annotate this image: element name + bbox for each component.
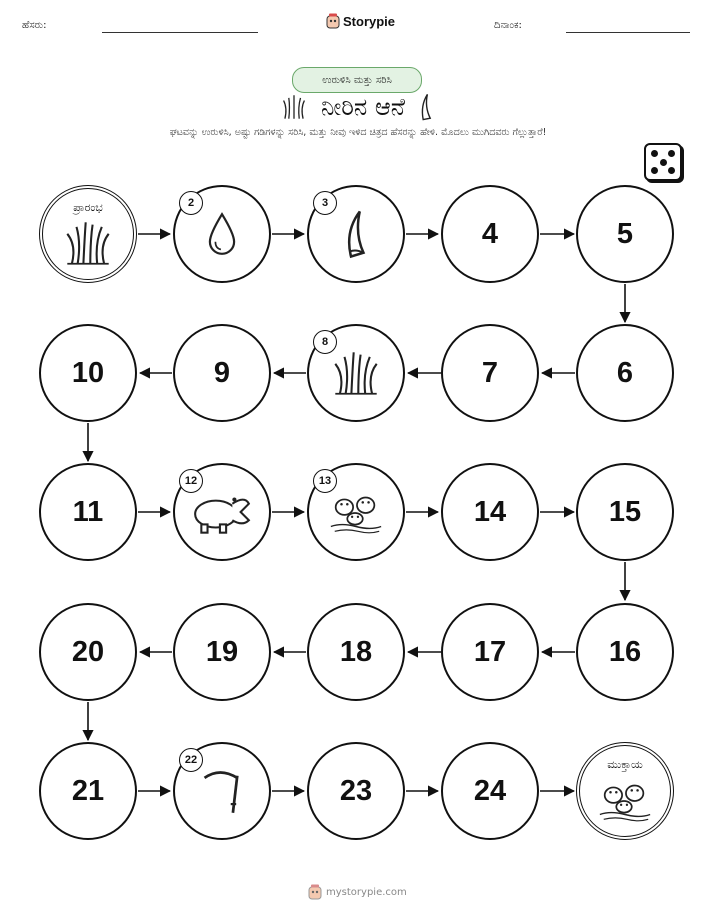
board-cell-4[interactable] [441,185,539,283]
cell-number: 7 [481,356,499,389]
footer [308,884,407,900]
cell-number: 24 [473,774,507,807]
board-cell-13[interactable] [307,463,405,561]
instructions: ಘಟವನ್ನು ಉರುಳಿಸಿ, ಅಷ್ಟು ಗಡಿಗಳನ್ನು ಸರಿಸಿ, ಮತ್ತು ನೀವು ಇಳಿದ ಚಿತ್ರದ ಹೆಸರನ್ನು ಹೇಳಿ. ಮೊದಲು ಮುಗಿದವರು ಗೆಲ್ಲುತ್ತಾರೆ! [169,127,547,138]
cell-number-badge: 13 [313,469,337,493]
cell-number: 18 [339,635,373,668]
board-cell-25[interactable] [576,742,674,840]
board-cell-5[interactable] [576,185,674,283]
cell-number: 11 [72,495,104,528]
grass-icon [331,350,381,396]
cell-number-badge: 22 [179,748,203,772]
cell-number: 16 [608,635,642,668]
board-cell-1[interactable] [39,185,137,283]
brand-name: Storypie [343,13,396,29]
page-title: ನೀರಿನ ಆನೆ [320,93,406,121]
board-cell-21[interactable] [39,742,137,840]
cell-number: 6 [616,356,634,389]
hippo-family-icon [327,489,385,535]
board-cell-10[interactable] [39,324,137,422]
cell-number-badge: 3 [313,191,337,215]
cell-number: 4 [481,217,499,250]
hippo-family-icon [596,777,654,823]
scythe-icon [200,767,244,815]
board-cell-11[interactable] [39,463,137,561]
cell-number: 17 [473,635,507,668]
board-cell-12[interactable] [173,463,271,561]
board-cell-2[interactable] [173,185,271,283]
footer-site: mystorypie.com [326,886,407,898]
board-cell-23[interactable] [307,742,405,840]
worksheet-tag: ಉರುಳಿಸಿ ಮತ್ತು ಸರಿಸಿ [292,67,422,93]
hippo-icon [191,489,253,535]
cell-number: 15 [608,495,642,528]
board-cell-19[interactable] [173,603,271,701]
cell-number-badge: 12 [179,469,203,493]
water-drop-icon [205,212,239,256]
board-cell-6[interactable] [576,324,674,422]
cell-number: 14 [473,495,507,528]
board-cell-18[interactable] [307,603,405,701]
grass-icon [63,220,113,266]
board-cell-14[interactable] [441,463,539,561]
finish-label: ಮುಕ್ತಾಯ [607,758,643,771]
cell-number: 20 [71,635,105,668]
board-cell-15[interactable] [576,463,674,561]
board-cell-3[interactable] [307,185,405,283]
name-label: ಹೆಸರು: [22,20,47,31]
cell-number-badge: 8 [313,330,337,354]
start-label: ಪ್ರಾರಂಭ [73,201,103,214]
cell-number: 23 [339,774,373,807]
cell-number-badge: 2 [179,191,203,215]
cell-number: 5 [616,217,634,250]
cell-number: 9 [213,356,231,389]
cell-number: 19 [205,635,239,668]
footer-mascot-icon [308,884,322,900]
board-cell-16[interactable] [576,603,674,701]
cell-number: 21 [71,774,105,807]
board-cell-7[interactable] [441,324,539,422]
date-label: ದಿನಾಂಕ: [494,20,522,31]
board-cell-17[interactable] [441,603,539,701]
board-cell-9[interactable] [173,324,271,422]
board-cell-8[interactable] [307,324,405,422]
cell-number: 10 [71,356,105,389]
board-cell-22[interactable] [173,742,271,840]
tusk-icon [343,209,369,259]
board-cell-24[interactable] [441,742,539,840]
board-cell-20[interactable] [39,603,137,701]
